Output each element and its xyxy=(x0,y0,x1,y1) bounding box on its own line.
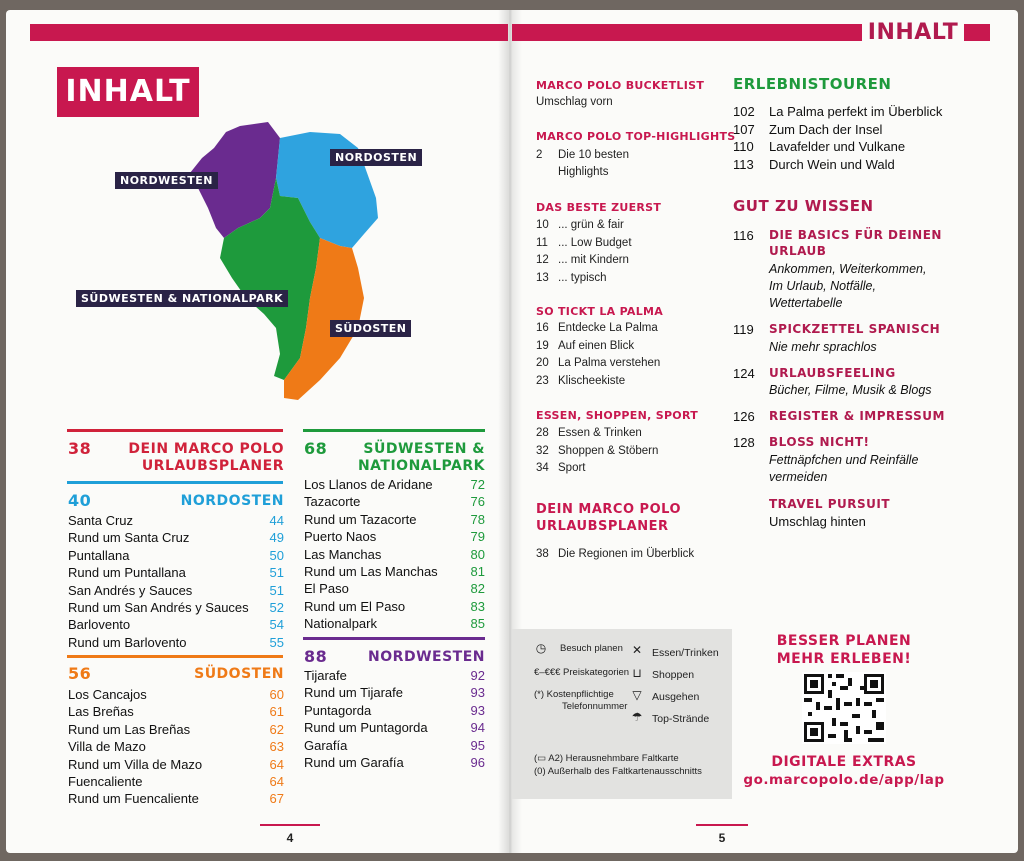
region-entry-name: Los Llanos de Aridane xyxy=(304,477,433,492)
highlights-line-1: 2 Die 10 besten xyxy=(536,149,629,161)
beste-zuerst-title: DAS BESTE ZUERST xyxy=(536,201,662,214)
region-entry-page: 76 xyxy=(470,494,485,510)
basics-sub-3: Wettertabelle xyxy=(769,296,843,310)
promo-line-2: MEHR ERLEBEN! xyxy=(776,651,912,667)
region-entry-page: 55 xyxy=(269,634,284,650)
toc-line-text: Klischeekiste xyxy=(558,374,626,387)
region-entry-name: Rund um Las Manchas xyxy=(304,564,438,579)
legend-preis: €–€€€ Preiskategorien xyxy=(534,667,630,678)
toc-line-number: 32 xyxy=(536,444,549,457)
left-footer-rule xyxy=(260,824,320,826)
promo-extras: DIGITALE EXTRAS xyxy=(771,754,917,770)
tour-number: 107 xyxy=(733,121,755,137)
map-label-suedosten: SÜDOSTEN xyxy=(330,320,411,337)
right-footer-rule xyxy=(696,824,748,826)
region-entry-name: Rund um Santa Cruz xyxy=(68,530,190,546)
toc-line-text: ... typisch xyxy=(558,271,607,284)
region-entry-page: 64 xyxy=(269,774,284,789)
legend-besuch: Besuch planen xyxy=(560,643,623,654)
toc-line-number: 16 xyxy=(536,322,549,334)
planer-rule xyxy=(67,429,283,432)
region-entry-page: 93 xyxy=(470,685,485,701)
travel-heading: TRAVEL PURSUIT xyxy=(769,497,891,511)
suedosten-title: SÜDOSTEN xyxy=(194,666,284,682)
legend-shoppen: Shoppen xyxy=(652,669,695,681)
toc-line-number: 11 xyxy=(536,236,548,249)
highlights-line-2: Highlights xyxy=(558,166,609,178)
basics-num: 116 xyxy=(733,228,754,243)
suedwesten-title-2: NATIONALPARK xyxy=(357,458,485,474)
region-entry-name: Villa de Mazo xyxy=(68,739,146,755)
toc-line xyxy=(536,320,658,338)
qr-code[interactable] xyxy=(802,672,886,744)
basics-heading-2: URLAUB xyxy=(769,244,827,258)
region-entry-page: 78 xyxy=(470,511,485,527)
region-entry-page: 52 xyxy=(269,600,284,615)
suedosten-rule xyxy=(67,655,283,658)
region-entry-name: Los Cancajos xyxy=(68,687,147,702)
toc-line-text: Auf einen Blick xyxy=(558,339,635,352)
bloss-heading: BLOSS NICHT! xyxy=(769,435,870,449)
region-entry-page: 61 xyxy=(269,704,284,720)
bloss-num: 128 xyxy=(733,435,755,450)
region-entry-name: El Paso xyxy=(304,581,349,597)
toc-line-number: 10 xyxy=(536,219,549,231)
map-label-suedwesten: SÜDWESTEN & NATIONALPARK xyxy=(76,290,288,307)
region-entry-page: 81 xyxy=(470,564,485,579)
region-entry-name: Rund um Fuencaliente xyxy=(68,791,199,807)
toc-line-number: 13 xyxy=(536,271,549,284)
region-entry-page: 83 xyxy=(470,598,485,614)
region-entry-page: 64 xyxy=(269,756,284,772)
right-planer-title-1: DEIN MARCO POLO xyxy=(536,502,681,517)
toc-line-text: Essen & Trinken xyxy=(558,427,642,439)
cutlery-icon: ✕ xyxy=(631,643,643,657)
legend-essen: Essen/Trinken xyxy=(652,647,719,659)
left-top-bar xyxy=(30,24,508,41)
toc-line-text: Shoppen & Stöbern xyxy=(558,444,659,457)
suedosten-num: 56 xyxy=(68,664,92,683)
legend-ausserhalb: (0) Außerhalb des Faltkartenausschnitts xyxy=(534,766,702,777)
feeling-heading: URLAUBSFEELING xyxy=(769,366,896,380)
tour-number: 102 xyxy=(733,104,755,119)
umbrella-icon: ☂ xyxy=(631,710,643,724)
promo-line-1: BESSER PLANEN xyxy=(776,633,912,649)
region-entry-page: 67 xyxy=(269,791,284,807)
nordwesten-title: NORDWESTEN xyxy=(368,649,485,665)
toc-line xyxy=(536,355,660,373)
region-entry-page: 96 xyxy=(470,755,485,770)
toc-line-text: Entdecke La Palma xyxy=(558,322,658,334)
region-entry-page: 54 xyxy=(269,617,284,633)
region-entry-name: Rund um Puntagorda xyxy=(304,720,428,736)
region-entry-name: Fuencaliente xyxy=(68,774,143,789)
planer-title-2: URLAUBSPLANER xyxy=(141,458,284,474)
toc-line xyxy=(536,373,625,391)
region-entry-name: Rund um Tijarafe xyxy=(304,685,403,701)
toc-line xyxy=(536,252,629,270)
toc-line xyxy=(536,443,658,461)
page-title: INHALT xyxy=(57,67,199,117)
nordosten-title: NORDOSTEN xyxy=(180,493,284,509)
region-entry-name: Rund um Tazacorte xyxy=(304,511,417,527)
region-entry-name: Nationalpark xyxy=(304,616,377,632)
region-entry-name: Rund um Garafía xyxy=(304,755,404,770)
region-entry-page: 51 xyxy=(269,582,284,598)
region-entry-name: Rund um Las Breñas xyxy=(68,721,191,737)
tour-number: 113 xyxy=(733,156,754,172)
toc-line-text: ... mit Kindern xyxy=(558,254,629,266)
tour-text: La Palma perfekt im Überblick xyxy=(769,104,943,119)
region-entry-page: 85 xyxy=(470,616,485,632)
suedwesten-rule xyxy=(303,429,485,432)
suedwesten-title-1: SÜDWESTEN & xyxy=(363,441,485,457)
region-entry-page: 60 xyxy=(269,687,284,702)
basket-icon: ⊔ xyxy=(632,666,642,680)
region-entry-name: Puntallana xyxy=(68,547,130,563)
toc-line-number: 23 xyxy=(536,374,549,387)
toc-line xyxy=(536,217,624,235)
bucketlist-title: MARCO POLO BUCKETLIST xyxy=(536,79,705,92)
region-entry-page: 44 xyxy=(269,513,284,528)
right-planer-line: 38 Die Regionen im Überblick xyxy=(536,548,695,560)
region-entry-name: Puntagorda xyxy=(304,702,372,718)
toc-line-number: 34 xyxy=(536,462,549,474)
toc-line xyxy=(536,425,642,443)
feeling-sub: Bücher, Filme, Musik & Blogs xyxy=(769,383,932,397)
region-entry-page: 49 xyxy=(269,530,284,546)
planer-num: 38 xyxy=(68,439,92,458)
toc-line-number: 12 xyxy=(536,254,549,266)
highlights-title: MARCO POLO TOP-HIGHLIGHTS xyxy=(536,130,736,143)
map-label-nordwesten: NORDWESTEN xyxy=(115,172,218,189)
toc-line-text: ... grün & fair xyxy=(558,219,624,231)
tour-text: Lavafelder und Vulkane xyxy=(769,139,906,154)
erlebnistouren-title: ERLEBNISTOUREN xyxy=(733,75,892,93)
region-entry-page: 92 xyxy=(470,668,485,683)
nordwesten-rule xyxy=(303,637,485,640)
tour-line xyxy=(733,121,882,139)
spick-sub: Nie mehr sprachlos xyxy=(769,340,877,354)
region-entry-name: Rund um El Paso xyxy=(304,598,406,614)
so-tickt-title: SO TICKT LA PALMA xyxy=(536,305,664,318)
region-entry-page: 80 xyxy=(470,546,485,562)
region-entry-page: 95 xyxy=(470,737,485,753)
region-entry-name: Las Manchas xyxy=(304,546,382,562)
left-page-number: 4 xyxy=(286,831,294,845)
toc-line-number: 19 xyxy=(536,339,549,352)
toc-line-text: Sport xyxy=(558,462,586,474)
feeling-num: 124 xyxy=(733,366,755,381)
legend-telefon: Telefonnummer xyxy=(562,701,628,712)
region-entry-name: Tijarafe xyxy=(304,668,347,683)
toc-line-text: La Palma verstehen xyxy=(558,357,661,369)
tour-line xyxy=(733,103,942,121)
region-entry-page: 50 xyxy=(269,547,284,563)
region-entry-page: 62 xyxy=(269,721,284,737)
right-page-number: 5 xyxy=(718,831,726,845)
basics-sub-2: Im Urlaub, Notfälle, xyxy=(769,279,876,293)
toc-line-number: 20 xyxy=(536,357,549,369)
essen-title: ESSEN, SHOPPEN, SPORT xyxy=(536,409,699,422)
legend-ausgehen: Ausgehen xyxy=(652,691,700,703)
glass-icon: ▽ xyxy=(632,688,642,702)
region-entry-page: 63 xyxy=(269,739,284,755)
clock-icon: ◷ xyxy=(535,641,547,655)
region-entry-name: San Andrés y Sauces xyxy=(68,582,193,598)
region-entry-name: Santa Cruz xyxy=(68,513,134,528)
region-entry-page: 79 xyxy=(470,529,485,545)
suedwesten-num: 68 xyxy=(304,439,328,458)
toc-line xyxy=(536,270,607,288)
nordosten-rule xyxy=(67,481,283,484)
legend-kosten: (*) Kostenpflichtige xyxy=(534,689,614,700)
toc-line xyxy=(536,235,632,253)
right-tab-title: INHALT xyxy=(862,17,964,49)
bucketlist-text: Umschlag vorn xyxy=(536,96,613,108)
tour-text: Zum Dach der Insel xyxy=(769,121,883,137)
region-entry-page: 93 xyxy=(470,702,485,718)
region-entry-page: 94 xyxy=(470,720,485,736)
region-entry-name: Rund um Villa de Mazo xyxy=(68,756,203,772)
region-entry-page: 72 xyxy=(470,477,485,492)
region-entry-name: Puerto Naos xyxy=(304,529,377,545)
region-entry-name: Las Breñas xyxy=(68,704,134,720)
legend-straende: Top-Strände xyxy=(652,713,710,725)
region-entry-name: Rund um Puntallana xyxy=(68,565,186,581)
planer-title-1: DEIN MARCO POLO xyxy=(128,441,284,457)
legend-faltkarte: (▭ A2) Herausnehmbare Faltkarte xyxy=(534,753,679,764)
toc-line-text: ... Low Budget xyxy=(558,236,632,249)
nordosten-num: 40 xyxy=(68,491,92,510)
legend-box xyxy=(512,629,732,799)
promo-url[interactable]: go.marcopolo.de/app/lap xyxy=(743,772,945,788)
tour-line xyxy=(733,156,895,174)
spick-num: 119 xyxy=(733,322,754,337)
basics-sub-1: Ankommen, Weiterkommen, xyxy=(769,262,927,276)
region-entry-name: Rund um San Andrés y Sauces xyxy=(68,600,249,615)
basics-heading-1: DIE BASICS FÜR DEINEN xyxy=(769,228,942,242)
tour-number: 110 xyxy=(733,139,754,154)
nordwesten-num: 88 xyxy=(304,647,328,666)
right-planer-title-2: URLAUBSPLANER xyxy=(536,519,669,534)
register-num: 126 xyxy=(733,409,755,424)
register-heading: REGISTER & IMPRESSUM xyxy=(769,409,945,423)
region-entry-name: Garafía xyxy=(304,737,348,753)
region-entry-page: 51 xyxy=(269,565,284,581)
region-entry-name: Rund um Barlovento xyxy=(68,634,187,650)
gut-zu-wissen-title: GUT ZU WISSEN xyxy=(733,197,874,215)
region-entry-name: Tazacorte xyxy=(304,494,361,510)
toc-line-number: 28 xyxy=(536,427,549,439)
toc-line xyxy=(536,338,634,356)
region-entry-page: 82 xyxy=(470,581,485,597)
map-label-nordosten: NORDOSTEN xyxy=(330,149,422,166)
bloss-sub-2: vermeiden xyxy=(769,470,828,484)
tour-text: Durch Wein und Wald xyxy=(769,156,895,172)
bloss-sub-1: Fettnäpfchen und Reinfälle xyxy=(769,453,919,467)
travel-sub: Umschlag hinten xyxy=(769,514,866,529)
spick-heading: SPICKZETTEL SPANISCH xyxy=(769,322,941,336)
region-entry-name: Barlovento xyxy=(68,617,131,633)
toc-line xyxy=(536,460,586,478)
tour-line xyxy=(733,138,905,156)
